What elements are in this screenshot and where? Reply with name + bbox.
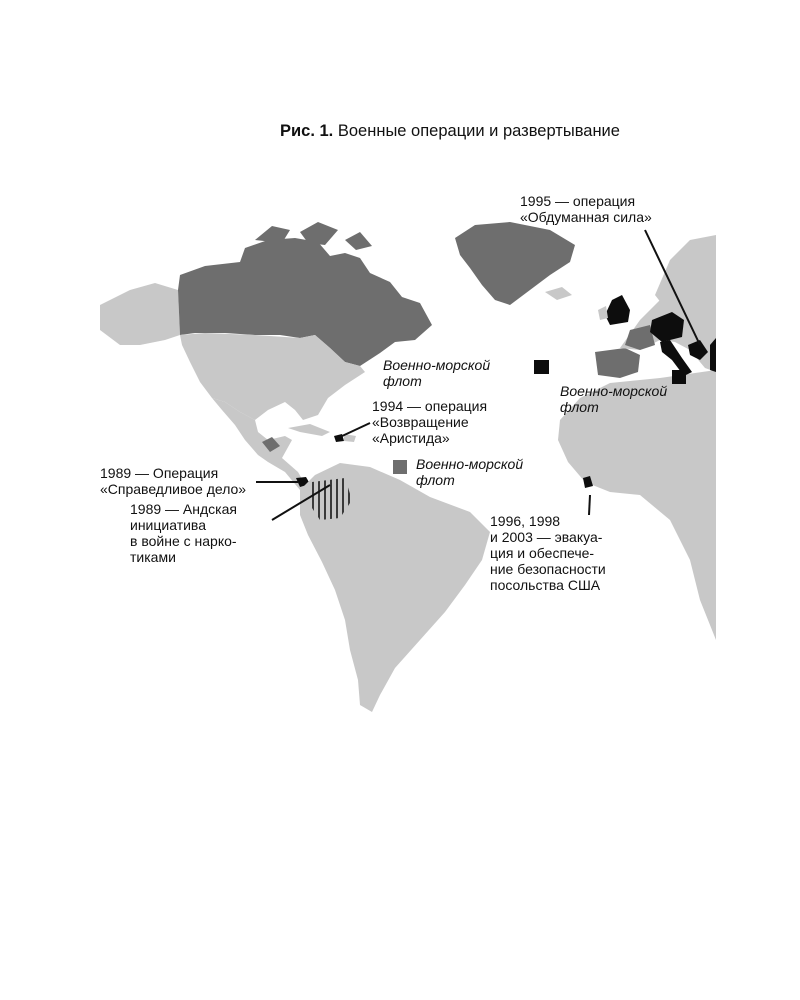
uk-operation-area: [605, 295, 630, 325]
arctic-island-3: [345, 232, 372, 250]
annotation-bosnia: 1995 — операция «Обдуманная сила»: [520, 193, 652, 225]
annotation-navy-atlantic: Военно-морской флот: [383, 357, 491, 389]
cuba-land: [288, 424, 330, 436]
iberia-country: [595, 348, 640, 378]
ireland-land: [598, 306, 608, 320]
navy-mediterranean-marker: [672, 370, 686, 384]
annotation-navy-caribbean: Военно-морской флот: [416, 456, 524, 488]
annotation-panama: 1989 — Операция «Справедливое дело»: [100, 465, 247, 497]
haiti-leader-line: [340, 423, 370, 437]
figure-number: Рис. 1.: [280, 122, 334, 140]
navy-caribbean-marker: [393, 460, 407, 474]
navy-atlantic-marker: [534, 360, 549, 374]
liberia-leader-line: [589, 495, 590, 515]
annotation-navy-mediterranean: Военно-морской флот: [560, 383, 668, 415]
figure-caption: Военные операции и развертывание: [337, 122, 620, 140]
annotation-haiti: 1994 — операция «Возвращение «Аристида»: [372, 398, 488, 446]
iceland-land: [545, 287, 572, 300]
alaska-land: [100, 283, 180, 345]
annotation-liberia: 1996, 1998 и 2003 — эвакуа- ция и обеспече- ние безопасности посольства США: [490, 513, 606, 593]
france-country: [625, 325, 655, 350]
annotation-andean: 1989 — Андская инициатива в войне с нарко- тиками: [130, 501, 237, 565]
